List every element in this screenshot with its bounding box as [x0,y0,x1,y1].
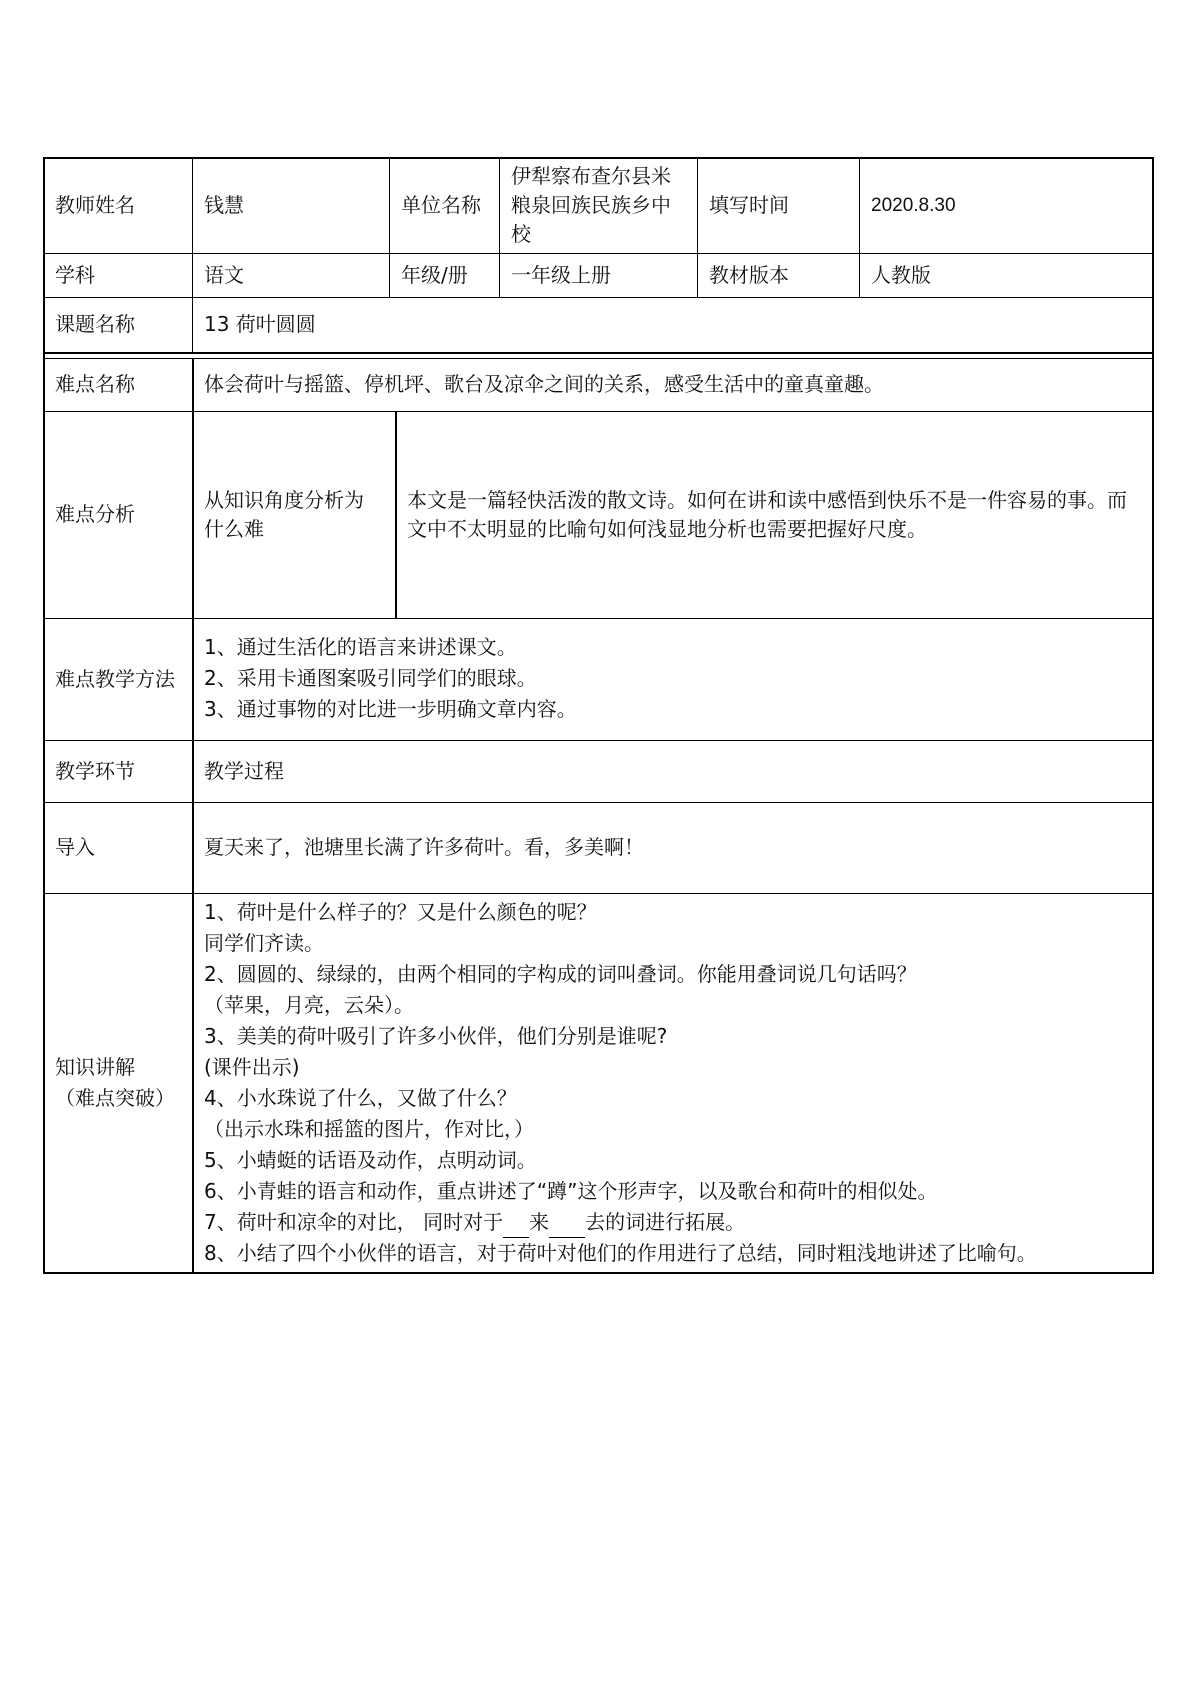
line7-part-b: 来 [529,1210,550,1234]
knowledge-line: 2、圆圆的、绿绿的，由两个相同的字构成的词叫叠词。你能用叠词说几句话吗？ [204,962,917,986]
subject-label: 学科 [55,262,95,287]
intro-value: 夏天来了，池塘里长满了许多荷叶。看，多美啊！ [204,835,644,859]
subject-value: 语文 [204,262,244,287]
fill-date-label: 填写时间 [709,192,789,217]
difficulty-label: 难点名称 [55,372,135,396]
knowledge-line: (课件出示) [204,1055,300,1079]
line7-part-c: 去的词进行拓展。 [585,1210,746,1234]
line7-part-a: 7、荷叶和凉伞的对比， 同时对于 [204,1210,504,1234]
lesson-title-label: 课题名称 [55,312,135,336]
method-item: 3、通过事物的对比进一步明确文章内容。 [204,697,577,721]
knowledge-content [192,893,1152,1272]
knowledge-line: （苹果，月亮，云朵）。 [204,993,414,1017]
analysis-label: 难点分析 [55,502,135,526]
teaching-stage-label: 教学环节 [55,758,135,783]
knowledge-line-8: 8、小结了四个小伙伴的语言，对于荷叶对他们的作用进行了总结，同时粗浅地讲述了比喻句。 [204,1241,1037,1265]
grade-label: 年级/册 [401,262,468,287]
table-border-bottom [43,1272,1153,1274]
difficulty-value: 体会荷叶与摇篮、停机坪、歌台及凉伞之间的关系，感受生活中的童真童趣。 [204,372,884,396]
grade-value: 一年级上册 [511,262,611,287]
teacher-name-value: 钱慧 [204,192,244,217]
knowledge-label-line1: 知识讲解 [55,1054,135,1079]
knowledge-label-line2: （难点突破） [55,1085,175,1110]
knowledge-line: 3、美美的荷叶吸引了许多小伙伴，他们分别是谁呢? [204,1024,668,1048]
edition-value: 人教版 [871,262,931,287]
method-item: 1、通过生活化的语言来讲述课文。 [204,635,517,659]
fill-blank [549,1215,585,1238]
knowledge-line: 同学们齐读。 [204,931,324,955]
knowledge-line: （出示水珠和摇篮的图片，作对比，） [204,1117,534,1141]
fill-date-value: 2020.8.30 [871,194,956,216]
method-label: 难点教学方法 [55,666,175,691]
method-list [192,618,1152,740]
knowledge-label [43,893,192,1272]
knowledge-line: 6、小青蛙的语言和动作，重点讲述了“蹲”这个形声字，以及歌台和荷叶的相似处。 [204,1179,938,1203]
analysis-sub-label: 从知识角度分析为什么难 [204,487,364,541]
row-divider [43,352,1153,354]
analysis-value: 本文是一篇轻快活泼的散文诗。如何在讲和读中感悟到快乐不是一件容易的事。而文中不太明显的比喻句如何浅显地分析也需要把握好尺度。 [407,487,1127,541]
intro-label: 导入 [55,835,95,859]
knowledge-line-7 [204,1207,1140,1238]
edition-label: 教材版本 [709,262,789,287]
knowledge-line: 1、荷叶是什么样子的？又是什么颜色的呢？ [204,900,597,924]
fill-blank [503,1215,529,1238]
knowledge-line: 4、小水珠说了什么，又做了什么？ [204,1086,517,1110]
lesson-title-value: 13 荷叶圆圆 [204,312,316,336]
method-item: 2、采用卡通图案吸引同学们的眼球。 [204,666,537,690]
unit-name-label: 单位名称 [401,192,481,217]
teaching-process-label: 教学过程 [204,758,284,783]
knowledge-line: 5、小蜻蜓的话语及动作，点明动词。 [204,1148,537,1172]
unit-name-value: 伊犁察布查尔县米粮泉回族民族乡中校 [511,163,671,246]
table-border-right [1152,157,1154,1274]
teacher-name-label: 教师姓名 [55,192,135,217]
